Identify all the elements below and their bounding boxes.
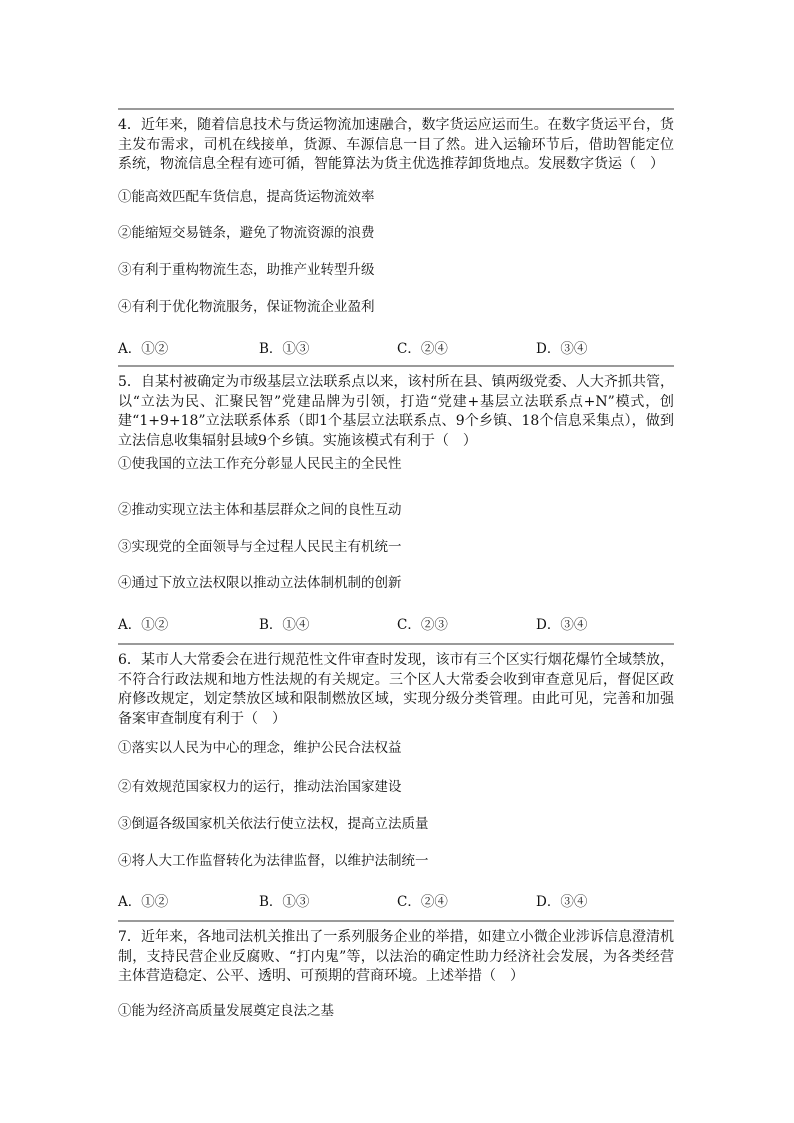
choice-b: B．①③ xyxy=(259,341,310,357)
option-1: ①能高效匹配车货信息，提高货运物流效率 xyxy=(118,189,375,205)
question-divider xyxy=(118,365,674,367)
choice-b: B．①③ xyxy=(259,894,310,910)
question-divider xyxy=(118,920,674,922)
option-2: ②推动实现立法主体和基层群众之间的良性互动 xyxy=(118,502,402,518)
question-stem: 6．某市人大常委会在进行规范性文件审查时发现，该市有三个区实行烟花爆竹全域禁放，不符合行政法规和地方性法规的有关规定。三个区人大常委会收到审查意见后，督促区政府修改规定，划定禁放区域和限制燃放区域，实现分级分类管理。由此可见，完善和加强备案审查制度有利于（ ） xyxy=(118,652,674,727)
choice-c: C．②③ xyxy=(397,617,448,633)
option-4: ④通过下放立法权限以推动立法体制机制的创新 xyxy=(118,575,402,591)
option-1: ①落实以人民为中心的理念，维护公民合法权益 xyxy=(118,740,402,756)
question-stem: 5．自某村被确定为市级基层立法联系点以来，该村所在县、镇两级党委、人大齐抓共管，以“立法为民、汇聚民智”党建品牌为引领，打造“党建+基层立法联系点+N”模式，创建“1+9+18”立法联系体系（即1个基层立法联系点、9个乡镇、18个信息采集点），做到立法信息收集辐射县域9个乡镇。实施该模式有利于（ ） xyxy=(118,374,674,449)
option-3: ③有利于重构物流生态，助推产业转型升级 xyxy=(118,262,375,278)
question-divider xyxy=(118,643,674,645)
option-2: ②有效规范国家权力的运行，推动法治国家建设 xyxy=(118,779,402,795)
choice-c: C．②④ xyxy=(397,341,448,357)
answer-choices xyxy=(118,613,674,631)
option-1: ①使我国的立法工作充分彰显人民民主的全民性 xyxy=(118,456,402,472)
choice-d: D．③④ xyxy=(536,894,588,910)
choice-c: C．②④ xyxy=(397,894,448,910)
question-stem: 7．近年来，各地司法机关推出了一系列服务企业的举措，如建立小微企业涉诉信息澄清机制，支持民营企业反腐败、“打内鬼”等，以法治的确定性助力经济社会发展，为各类经营主体营造稳定、公平、透明、可预期的营商环境。上述举措（ ） xyxy=(118,929,674,984)
choice-a: A．①② xyxy=(118,617,169,633)
option-4: ④有利于优化物流服务，保证物流企业盈利 xyxy=(118,299,375,315)
choice-d: D．③④ xyxy=(536,341,588,357)
choice-a: A．①② xyxy=(118,341,169,357)
question-4 xyxy=(118,108,674,357)
option-2: ②能缩短交易链条，避免了物流资源的浪费 xyxy=(118,225,375,241)
question-5 xyxy=(118,365,674,633)
question-6 xyxy=(118,643,674,910)
choice-b: B．①④ xyxy=(259,617,310,633)
option-3: ③实现党的全面领导与全过程人民民主有机统一 xyxy=(118,539,402,555)
answer-choices xyxy=(118,337,674,355)
option-1: ①能为经济高质量发展奠定良法之基 xyxy=(118,1003,334,1019)
option-3: ③倒逼各级国家机关依法行使立法权，提高立法质量 xyxy=(118,816,429,832)
question-7 xyxy=(118,920,674,1019)
question-stem: 4．近年来，随着信息技术与货运物流加速融合，数字货运应运而生。在数字货运平台，货主发布需求，司机在线接单，货源、车源信息一目了然。进入运输环节后，借助智能定位系统，物流信息全程有迹可循，智能算法为货主优选推荐卸货地点。发展数字货运（ ） xyxy=(118,117,674,172)
option-4: ④将人大工作监督转化为法律监督，以维护法制统一 xyxy=(118,853,429,869)
answer-choices xyxy=(118,890,674,908)
choice-d: D．③④ xyxy=(536,617,588,633)
question-divider xyxy=(118,108,674,110)
choice-a: A．①② xyxy=(118,894,169,910)
